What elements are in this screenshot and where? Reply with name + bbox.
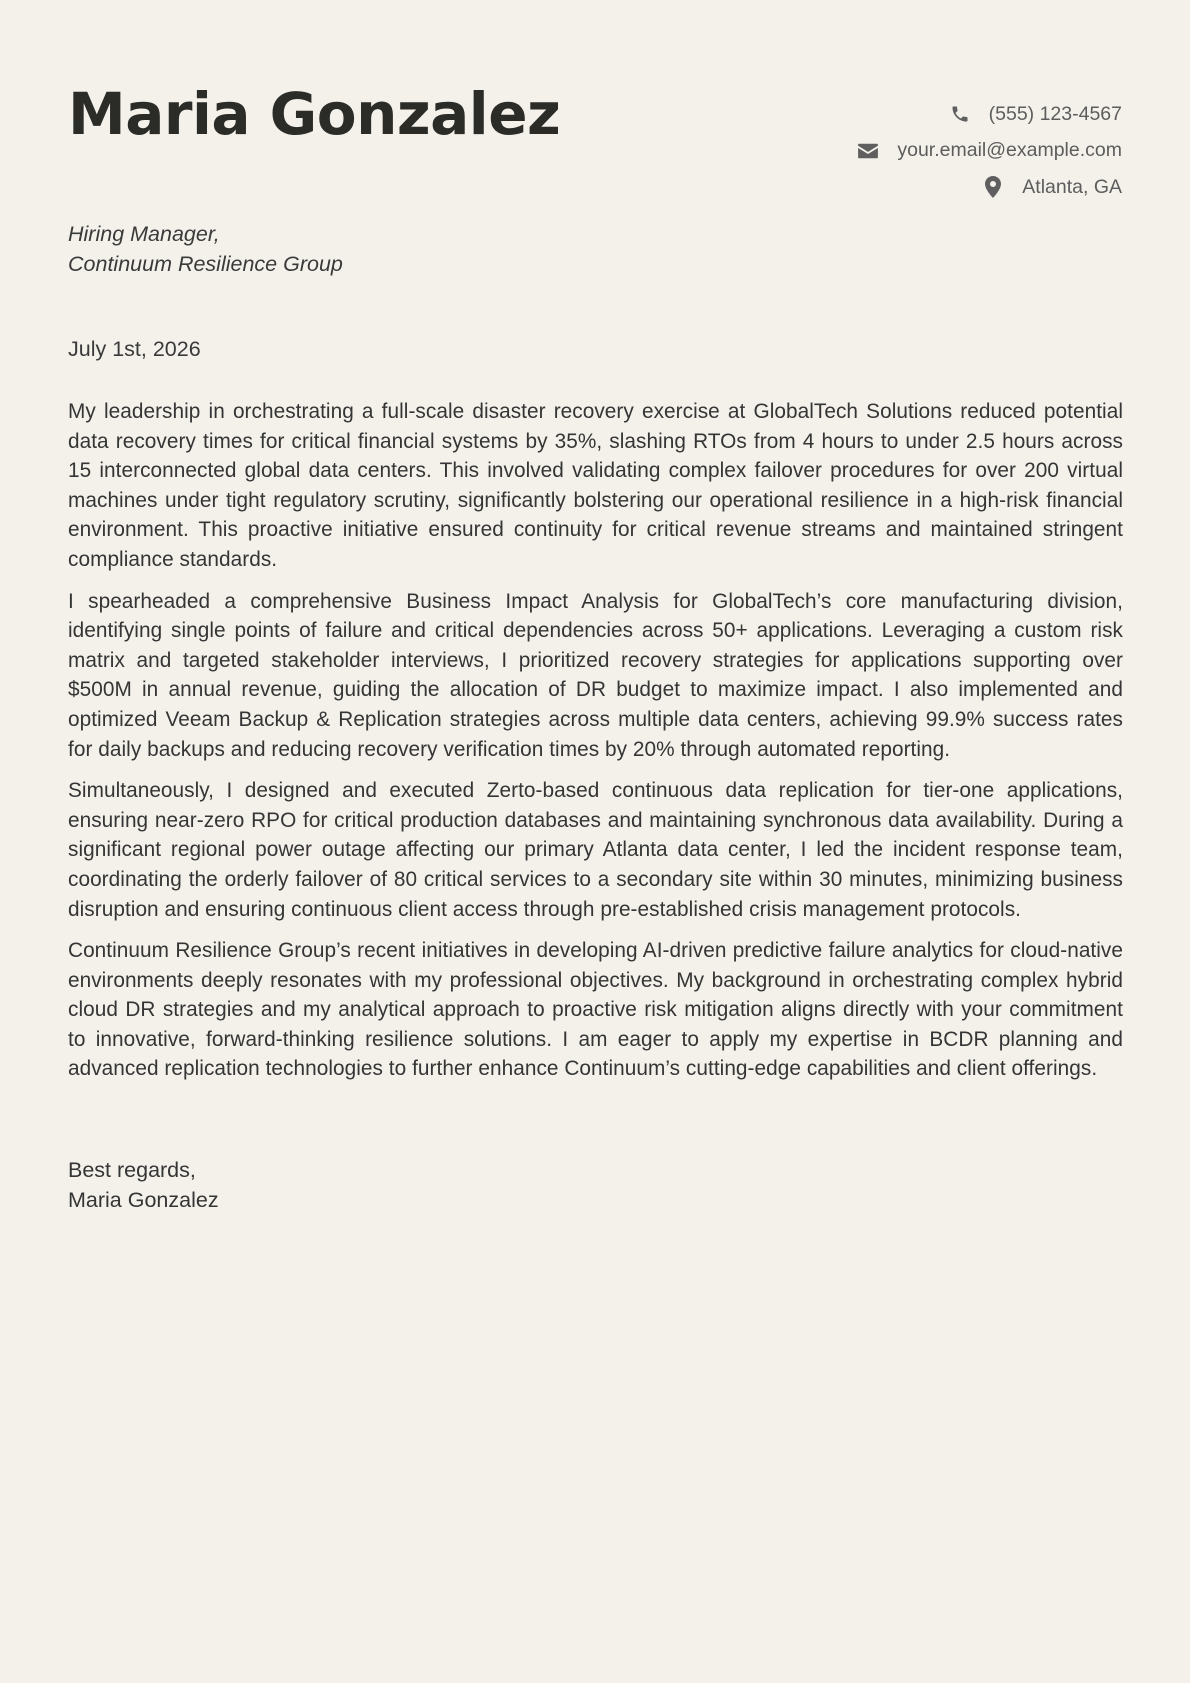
phone-text: (555) 123-4567 xyxy=(988,102,1122,125)
letter-body xyxy=(68,397,1123,1096)
recipient-title: Hiring Manager, xyxy=(68,222,220,246)
contact-phone xyxy=(857,96,1122,133)
contact-email xyxy=(857,133,1122,170)
phone-icon xyxy=(949,103,971,125)
closing-signature: Maria Gonzalez xyxy=(68,1188,219,1212)
contact-location xyxy=(857,169,1122,206)
email-text: your.email@example.com xyxy=(897,139,1122,162)
recipient-block xyxy=(68,219,343,279)
recipient-company: Continuum Resilience Group xyxy=(68,252,343,276)
applicant-name: Maria Gonzalez xyxy=(68,80,561,148)
body-paragraph: Simultaneously, I designed and executed Zerto-based continuous data replication for tier-one applications, ensuring near-zero RPO for critical production databases and maintaining synchronous data availability. During a significant regional power outage affecting our primary Atlanta data center, I led the incident response team, coordinating the orderly failover of 80 critical services to a secondary site within 30 minutes, minimizing business disruption and ensuring continuous client access through pre-established crisis management protocols. xyxy=(68,779,1123,921)
location-text: Atlanta, GA xyxy=(1022,175,1122,198)
envelope-icon xyxy=(857,140,879,162)
body-paragraph: My leadership in orchestrating a full-scale disaster recovery exercise at GlobalTech Solutions reduced potential data recovery times for critical financial systems by 35%, slashing RTOs from 4 hours to under 2.5 hours across 15 interconnected global data centers. This involved validating complex failover procedures for over 200 virtual machines under tight regulatory scrutiny, significantly bolstering our operational resilience in a high-risk financial environment. This proactive initiative ensured continuity for critical revenue streams and maintained stringent compliance standards. xyxy=(68,400,1123,571)
map-marker-icon xyxy=(982,176,1004,198)
body-paragraph: Continuum Resilience Group’s recent initiatives in developing AI-driven predictive failure analytics for cloud-native environments deeply resonates with my professional objectives. My background in orchestrating complex hybrid cloud DR strategies and my analytical approach to proactive risk mitigation aligns directly with your commitment to innovative, forward-thinking resilience solutions. I am eager to apply my expertise in BCDR planning and advanced replication technologies to further enhance Continuum’s cutting-edge capabilities and client offerings. xyxy=(68,939,1123,1081)
letter-date: July 1st, 2026 xyxy=(68,337,201,361)
body-paragraph: I spearheaded a comprehensive Business Impact Analysis for GlobalTech’s core manufacturing division, identifying single points of failure and critical dependencies across 50+ applications. Leveraging a custom risk matrix and targeted stakeholder interviews, I prioritized recovery strategies for applications supporting over $500M in annual revenue, guiding the allocation of DR budget to maximize impact. I also implemented and optimized Veeam Backup & Replication strategies across multiple data centers, achieving 99.9% success rates for daily backups and reducing recovery verification times by 20% through automated reporting. xyxy=(68,589,1123,761)
contact-block xyxy=(857,96,1122,206)
closing-salutation: Best regards, xyxy=(68,1158,196,1182)
closing-block xyxy=(68,1155,219,1215)
